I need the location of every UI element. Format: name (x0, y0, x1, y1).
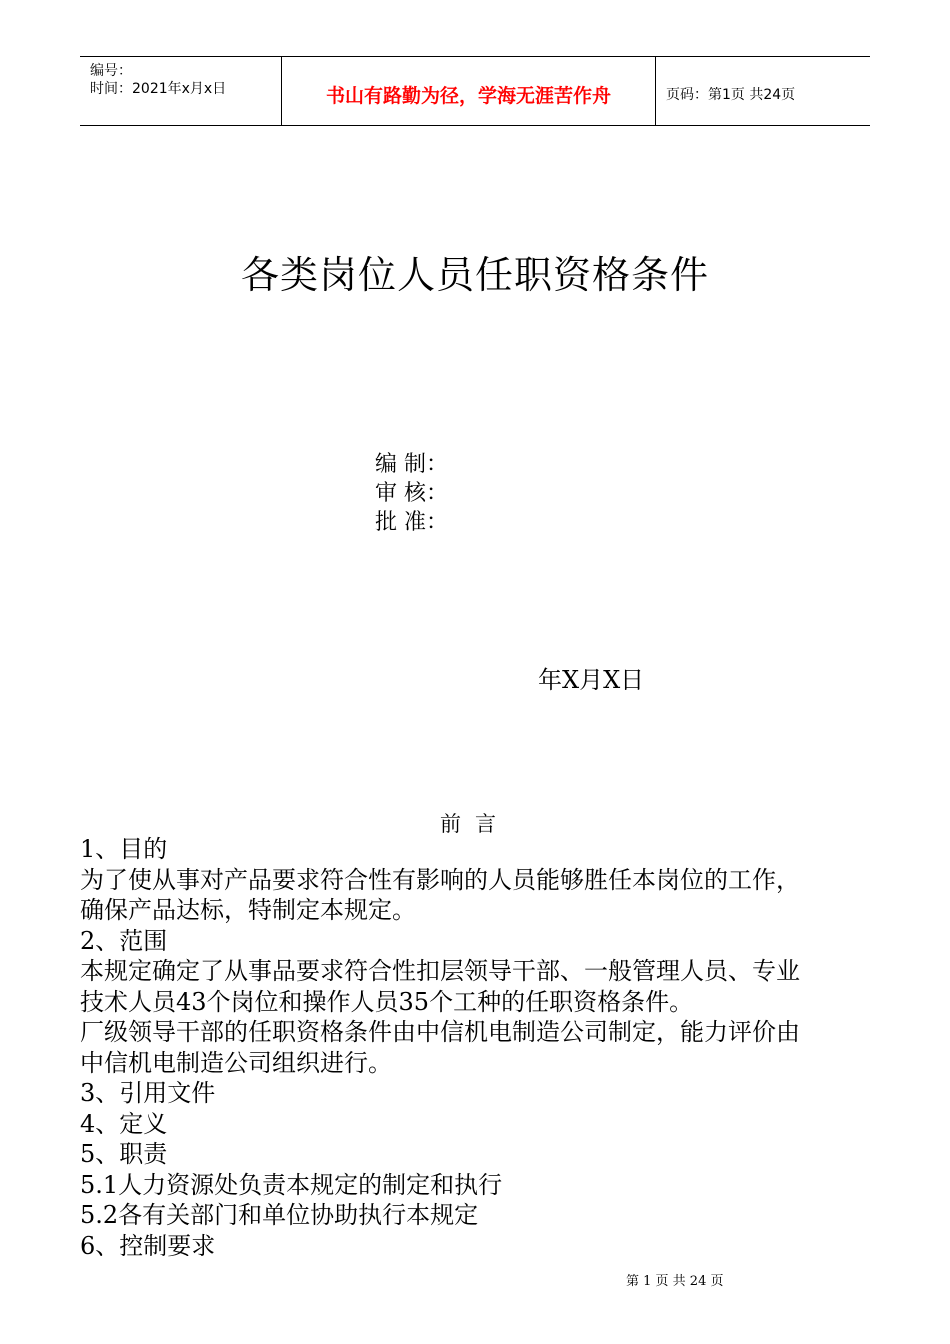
signature-compiled: 编 制： (375, 452, 448, 477)
header-meta-cell (80, 57, 282, 125)
page-footer: 第 1 页 共 24 页 (626, 1274, 724, 1289)
document-date: 年X月X日 (538, 666, 645, 694)
section-heading-scope: 2、范围 (80, 926, 168, 955)
section-heading-references: 3、引用文件 (80, 1079, 216, 1107)
section-heading-purpose: 1、目的 (80, 835, 168, 863)
header-motto: 书山有路勤为径，学海无涯苦作舟 (325, 85, 611, 107)
header-motto-cell (282, 57, 656, 125)
body-line: 厂级领导干部的任职资格条件由中信机电制造公司制定，能力评价由 (80, 1018, 800, 1046)
body-line: 中信机电制造公司组织进行。 (80, 1048, 392, 1077)
signature-reviewed: 审 核： (375, 481, 448, 506)
header-page-cell (656, 57, 870, 125)
header-page-info: 页码：第1页 共24页 (666, 87, 796, 103)
section-heading-responsibilities: 5、职责 (80, 1140, 168, 1168)
body-line: 为了使从事对产品要求符合性有影响的人员能够胜任本岗位的工作， (80, 865, 800, 894)
body-line: 技术人员43个岗位和操作人员35个工种的任职资格条件。 (80, 987, 694, 1016)
foreword-heading: 前言 (440, 812, 510, 836)
body-line: 确保产品达标，特制定本规定。 (80, 896, 416, 924)
document-body (80, 834, 872, 1261)
body-line: 5.1人力资源处负责本规定的制定和执行 (80, 1170, 503, 1199)
document-time-label: 时间：2021年x月x日 (90, 81, 227, 97)
signature-approved: 批 准： (375, 510, 448, 535)
body-line: 本规定确定了从事品要求符合性扣层领导干部、一般管理人员、专业 (80, 957, 800, 985)
document-number-label: 编号： (90, 63, 132, 79)
document-title: 各类岗位人员任职资格条件 (240, 253, 709, 297)
section-heading-definitions: 4、定义 (80, 1109, 168, 1138)
body-line: 5.2各有关部门和单位协助执行本规定 (80, 1201, 479, 1229)
page-header (80, 56, 870, 126)
section-heading-control: 6、控制要求 (80, 1231, 216, 1260)
